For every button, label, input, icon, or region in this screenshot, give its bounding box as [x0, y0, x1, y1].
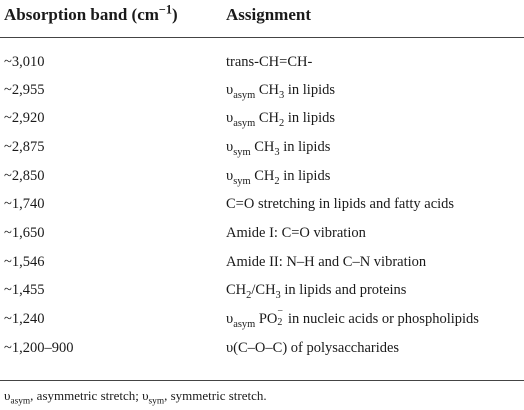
assignment-rest: in lipids: [284, 110, 335, 126]
band-cell: ~1,546: [4, 254, 45, 270]
nu-subscript: sym: [233, 146, 251, 158]
assignment-cell: υ(C–O–C) of polysaccharides: [226, 340, 400, 356]
band-cell: ~1,240: [4, 311, 45, 327]
band-cell: ~1,740: [4, 196, 45, 212]
table-row: [0, 282, 524, 310]
assignment-subscript: 3: [274, 146, 280, 158]
assignment-rest: in lipids and proteins: [280, 282, 407, 298]
assignment-cell: C=O stretching in lipids and fatty acids: [226, 196, 455, 212]
band-cell: ~2,875: [4, 139, 45, 155]
band-cell: ~1,455: [4, 282, 45, 298]
nu-subscript: sym: [233, 175, 251, 187]
nu-symbol: υ: [226, 82, 234, 98]
assignment-text: CH: [250, 139, 275, 155]
po2-supsub: [277, 306, 284, 328]
table-row: [0, 110, 524, 138]
assignment-rest: in nucleic acids or phospholipids: [284, 311, 479, 327]
assignment-cell: Amide I: C=O vibration: [226, 225, 366, 241]
assignment-cell: [226, 168, 330, 185]
nu-subscript: asym: [233, 117, 256, 129]
header-assignment: Assignment: [226, 5, 312, 24]
assignment-superscript: −: [277, 306, 284, 317]
assignment-cell: [226, 110, 335, 127]
assignment-text: CH: [255, 82, 280, 98]
assignment-cell: [226, 82, 335, 99]
table-row: [0, 139, 524, 167]
assignment-text: CH: [255, 110, 280, 126]
band-cell: ~3,010: [4, 54, 45, 70]
assignment-text: CH: [226, 282, 247, 298]
table-row: [0, 225, 524, 253]
table-header: [0, 0, 524, 36]
assignment-subscript: 3: [275, 289, 281, 301]
table-row: [0, 54, 524, 82]
assignment-subscript: 2: [274, 175, 280, 187]
footnote-text: , asymmetric stretch;: [30, 388, 143, 403]
assignment-rest: in lipids: [279, 168, 331, 184]
band-cell: ~2,955: [4, 82, 45, 98]
table-row: [0, 196, 524, 224]
assignment-subscript: 2: [277, 317, 283, 328]
nu-symbol: υ: [226, 110, 234, 126]
assignment-subscript: 3: [279, 89, 285, 101]
assignment-cell: [226, 282, 406, 299]
assignment-cell: [226, 139, 330, 156]
table-row: [0, 306, 524, 339]
nu-subscript: asym: [10, 396, 31, 407]
header-absorption-band-text: Absorption band (cm: [4, 5, 159, 24]
header-rule: [0, 37, 524, 38]
nu-symbol: υ: [226, 311, 234, 327]
assignment-subscript: 2: [279, 117, 285, 129]
nu-symbol: υ: [226, 139, 234, 155]
assignment-rest: in lipids: [284, 82, 335, 98]
assignment-text: CH: [250, 168, 275, 184]
nu-subscript: asym: [233, 318, 256, 330]
nu-subscript: asym: [233, 89, 256, 101]
band-cell: ~1,650: [4, 225, 45, 241]
table-row: [0, 168, 524, 196]
band-cell: ~2,850: [4, 168, 45, 184]
header-paren-close: ): [172, 5, 178, 24]
header-unit-exponent: −1: [158, 2, 173, 17]
header-absorption-band: [4, 2, 178, 25]
footer-rule: [0, 380, 524, 381]
assignment-subscript: 2: [246, 289, 252, 301]
nu-symbol: υ: [226, 168, 234, 184]
nu-subscript: sym: [148, 396, 165, 407]
table-row: [0, 340, 524, 368]
table-row: [0, 254, 524, 282]
assignment-cell: trans-CH=CH-: [226, 54, 313, 70]
table-footnote: [4, 388, 267, 407]
nu-symbol: υ: [142, 388, 149, 403]
assignment-cell: [226, 306, 479, 330]
assignment-text: PO: [255, 311, 278, 327]
assignment-rest: in lipids: [279, 139, 331, 155]
assignment-cell: Amide II: N–H and C–N vibration: [226, 254, 427, 270]
band-cell: ~1,200–900: [4, 340, 74, 356]
band-cell: ~2,920: [4, 110, 45, 126]
footnote-text: , symmetric stretch.: [164, 388, 267, 403]
assignment-text: /CH: [251, 282, 276, 298]
nu-symbol: υ: [4, 388, 11, 403]
table-row: [0, 82, 524, 110]
